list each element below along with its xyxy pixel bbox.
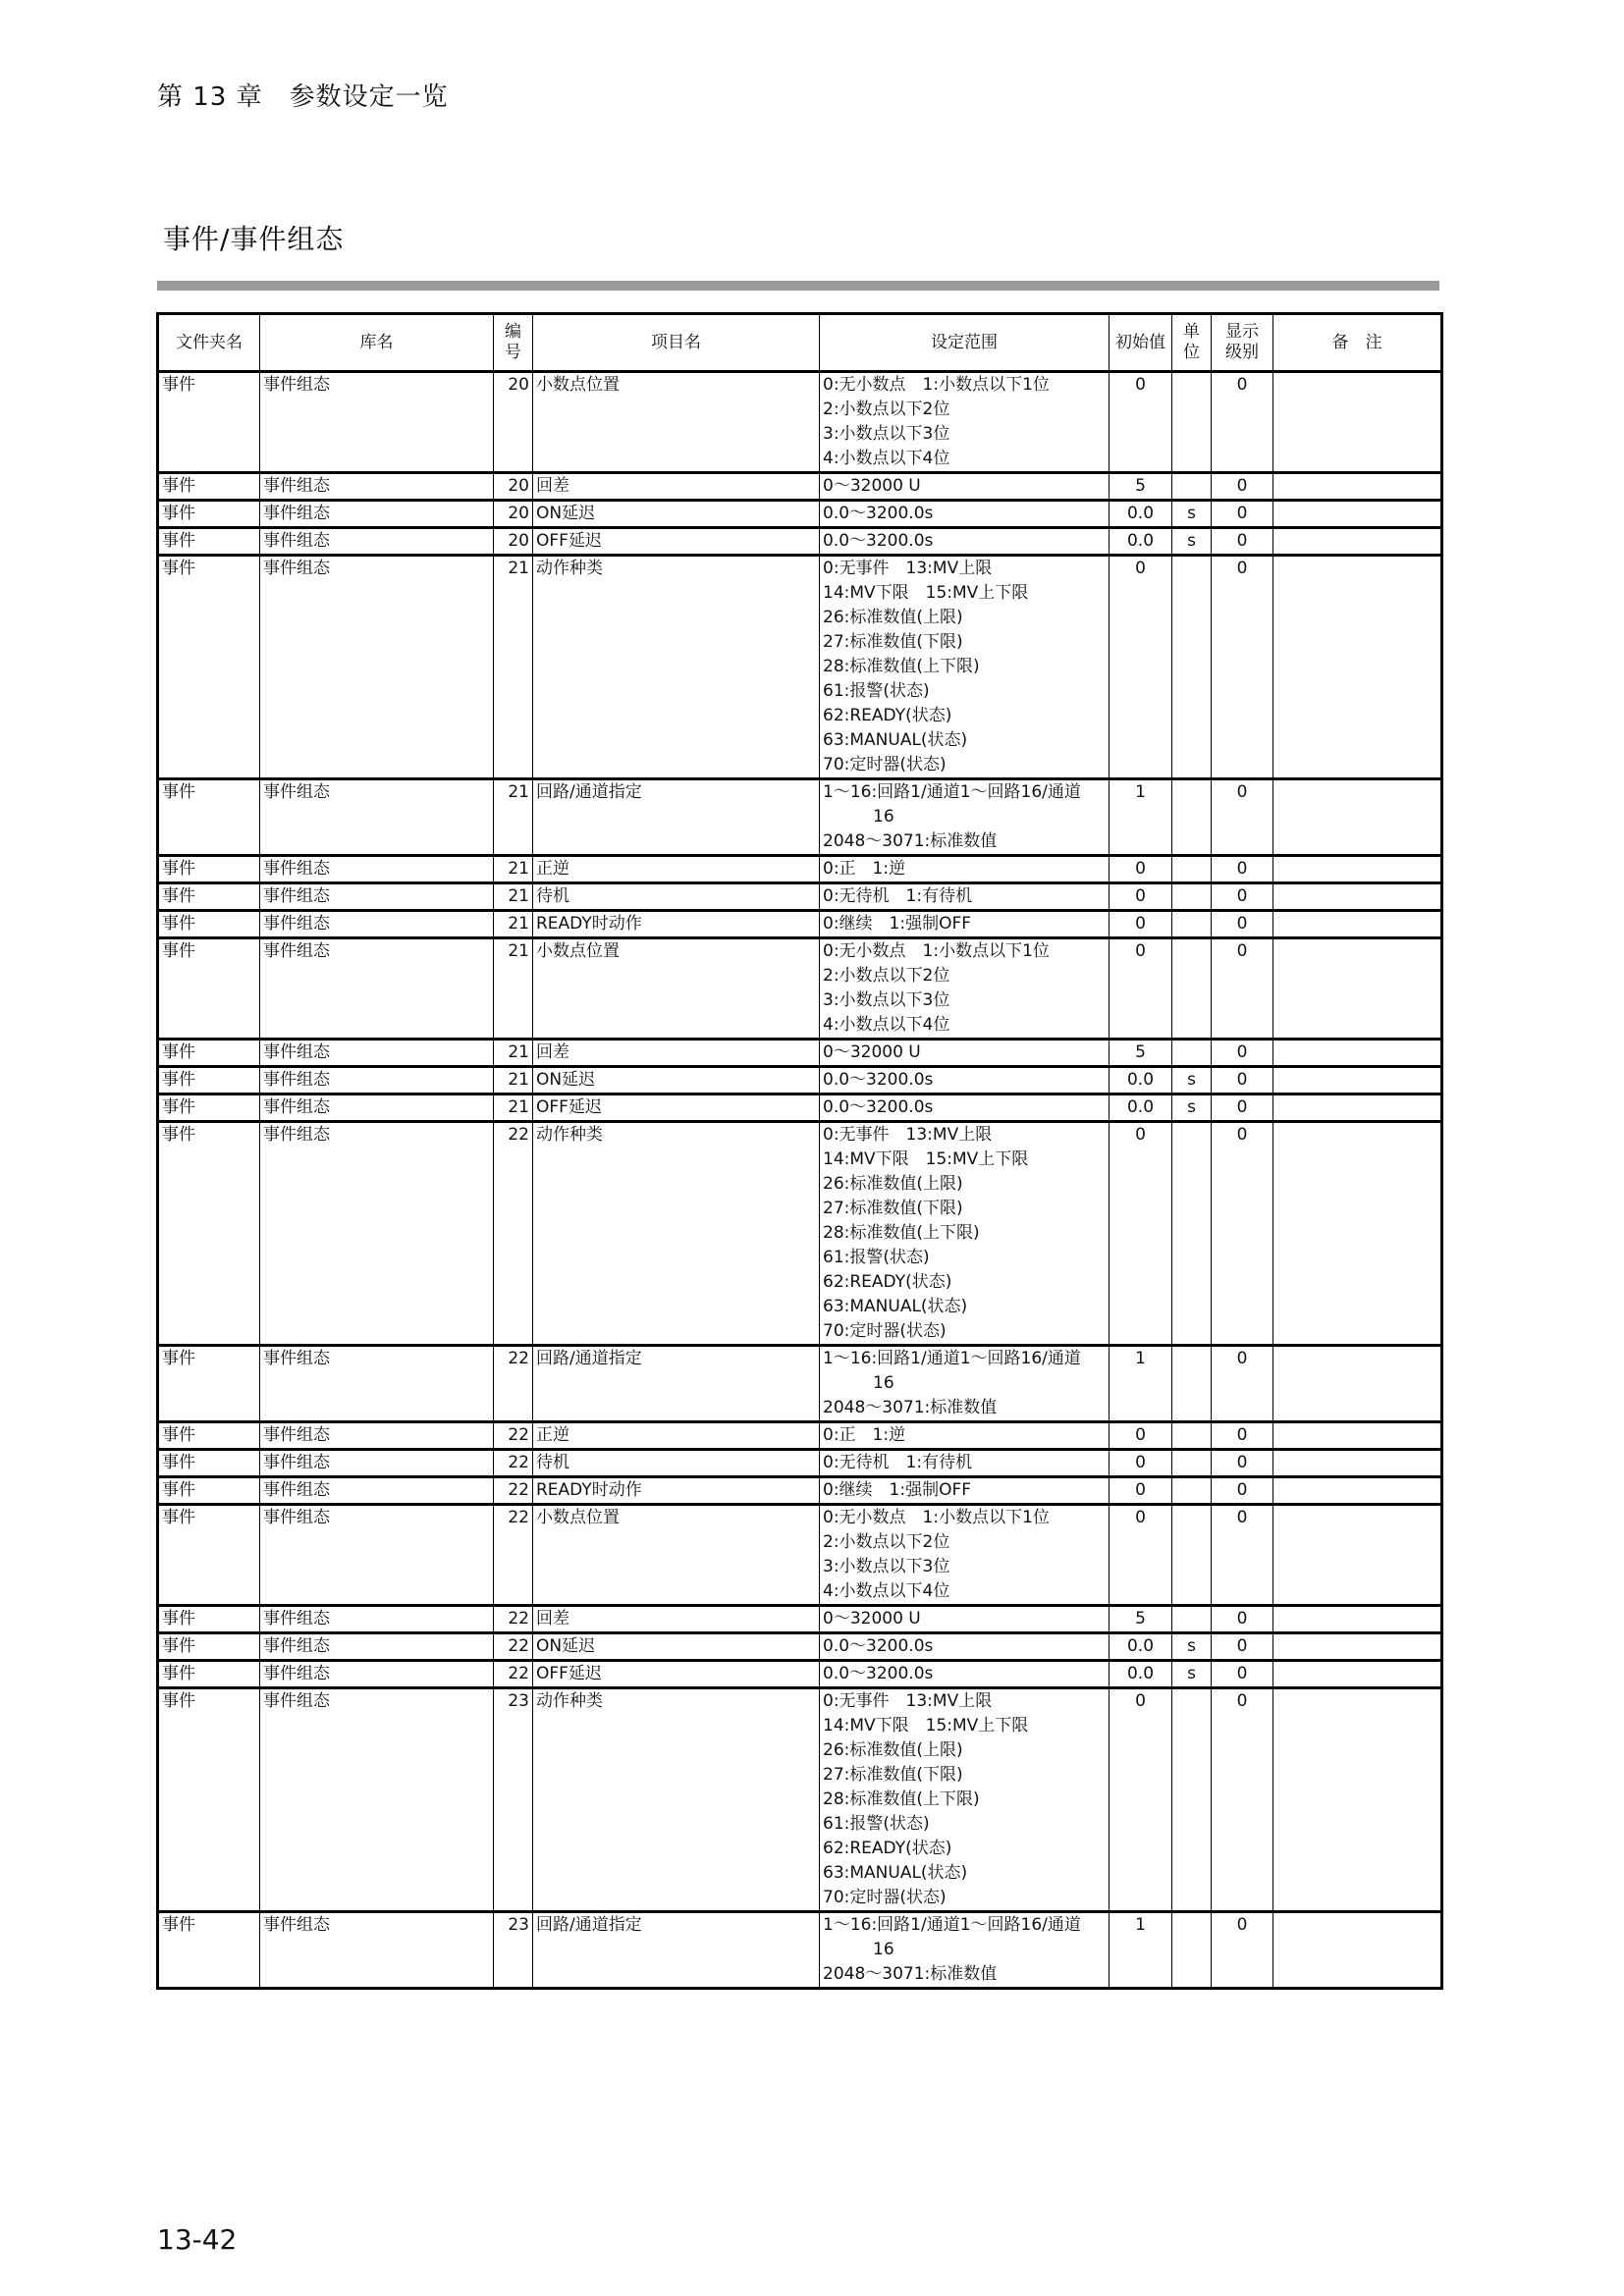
table-row [158,911,1442,938]
item-name-cell: 正逆 [533,1422,820,1450]
number-cell: 21 [494,779,533,856]
library-cell: 事件组态 [260,856,494,883]
number-cell: 22 [494,1505,533,1606]
note-cell [1273,1661,1442,1688]
setting-range-cell: 0.0～3200.0s [820,1661,1110,1688]
library-cell: 事件组态 [260,1122,494,1346]
unit-cell [1172,1346,1212,1422]
initial-value-cell: 0 [1110,938,1172,1040]
table-row [158,779,1442,856]
folder-cell: 事件 [158,856,260,883]
initial-value-cell: 0 [1110,1122,1172,1346]
display-level-cell: 0 [1212,883,1273,911]
unit-cell: s [1172,1661,1212,1688]
unit-cell [1172,473,1212,501]
table-row [158,556,1442,779]
library-cell: 事件组态 [260,473,494,501]
item-name-cell: 正逆 [533,856,820,883]
number-cell: 21 [494,1040,533,1067]
col-header-library: 库名 [260,314,494,372]
display-level-cell: 0 [1212,473,1273,501]
item-name-cell: ON延迟 [533,1067,820,1095]
display-level-cell: 0 [1212,1912,1273,1989]
setting-range-cell: 0:正 1:逆 [820,1422,1110,1450]
initial-value-cell: 5 [1110,473,1172,501]
unit-cell [1172,1912,1212,1989]
note-cell [1273,1450,1442,1477]
folder-cell: 事件 [158,938,260,1040]
initial-value-cell: 0 [1110,1450,1172,1477]
setting-range-cell: 0:正 1:逆 [820,856,1110,883]
table-row [158,1450,1442,1477]
note-cell [1273,1122,1442,1346]
table-row [158,473,1442,501]
display-level-cell: 0 [1212,556,1273,779]
number-cell: 20 [494,473,533,501]
initial-value-cell: 0 [1110,1505,1172,1606]
number-cell: 22 [494,1450,533,1477]
number-cell: 22 [494,1661,533,1688]
col-header-initial: 初始值 [1110,314,1172,372]
page-number: 13-42 [157,2223,238,2256]
item-name-cell: READY时动作 [533,911,820,938]
item-name-cell: 回差 [533,473,820,501]
item-name-cell: 回路/通道指定 [533,1912,820,1989]
unit-cell [1172,1450,1212,1477]
note-cell [1273,856,1442,883]
library-cell: 事件组态 [260,528,494,556]
display-level-cell: 0 [1212,1095,1273,1122]
folder-cell: 事件 [158,1661,260,1688]
display-level-cell: 0 [1212,1346,1273,1422]
setting-range-cell: 0～32000 U [820,473,1110,501]
table-row [158,1067,1442,1095]
folder-cell: 事件 [158,1040,260,1067]
note-cell [1273,1912,1442,1989]
folder-cell: 事件 [158,779,260,856]
library-cell: 事件组态 [260,1477,494,1505]
number-cell: 21 [494,938,533,1040]
col-header-note: 备 注 [1273,314,1442,372]
library-cell: 事件组态 [260,1688,494,1912]
note-cell [1273,911,1442,938]
setting-range-cell: 1～16:回路1/通道1～回路16/通道 16 2048～3071:标准数值 [820,1346,1110,1422]
note-cell [1273,1606,1442,1633]
note-cell [1273,1422,1442,1450]
col-header-folder: 文件夹名 [158,314,260,372]
initial-value-cell: 5 [1110,1606,1172,1633]
display-level-cell: 0 [1212,911,1273,938]
item-name-cell: OFF延迟 [533,528,820,556]
library-cell: 事件组态 [260,1095,494,1122]
item-name-cell: 回路/通道指定 [533,1346,820,1422]
item-name-cell: OFF延迟 [533,1095,820,1122]
table-row [158,1688,1442,1912]
folder-cell: 事件 [158,372,260,473]
display-level-cell: 0 [1212,1450,1273,1477]
note-cell [1273,1633,1442,1661]
item-name-cell: 小数点位置 [533,938,820,1040]
display-level-cell: 0 [1212,1505,1273,1606]
folder-cell: 事件 [158,1450,260,1477]
unit-cell: s [1172,528,1212,556]
folder-cell: 事件 [158,883,260,911]
setting-range-cell: 0:无小数点 1:小数点以下1位 2:小数点以下2位 3:小数点以下3位 4:小数点以下4位 [820,1505,1110,1606]
setting-range-cell: 1～16:回路1/通道1～回路16/通道 16 2048～3071:标准数值 [820,779,1110,856]
setting-range-cell: 0:继续 1:强制OFF [820,1477,1110,1505]
table-row [158,938,1442,1040]
initial-value-cell: 0.0 [1110,1067,1172,1095]
table-row [158,1505,1442,1606]
unit-cell [1172,1505,1212,1606]
item-name-cell: 小数点位置 [533,1505,820,1606]
number-cell: 22 [494,1122,533,1346]
setting-range-cell: 0:无事件 13:MV上限 14:MV下限 15:MV上下限 26:标准数值(上限) 27:标准数值(下限) 28:标准数值(上下限) 61:报警(状态) 62:READY(状态) 63:MANUAL(状态) 70:定时器(状态) [820,556,1110,779]
col-header-item: 项目名 [533,314,820,372]
note-cell [1273,1688,1442,1912]
item-name-cell: ON延迟 [533,501,820,528]
initial-value-cell: 0 [1110,911,1172,938]
unit-cell [1172,911,1212,938]
number-cell: 21 [494,856,533,883]
library-cell: 事件组态 [260,372,494,473]
display-level-cell: 0 [1212,1633,1273,1661]
folder-cell: 事件 [158,1606,260,1633]
folder-cell: 事件 [158,556,260,779]
item-name-cell: 回路/通道指定 [533,779,820,856]
unit-cell [1172,938,1212,1040]
item-name-cell: OFF延迟 [533,1661,820,1688]
number-cell: 20 [494,501,533,528]
display-level-cell: 0 [1212,779,1273,856]
display-level-cell: 0 [1212,1422,1273,1450]
library-cell: 事件组态 [260,556,494,779]
folder-cell: 事件 [158,1505,260,1606]
note-cell [1273,528,1442,556]
chapter-heading: 第 13 章 参数设定一览 [157,82,449,112]
number-cell: 23 [494,1688,533,1912]
folder-cell: 事件 [158,501,260,528]
item-name-cell: 动作种类 [533,1122,820,1346]
initial-value-cell: 0 [1110,372,1172,473]
table-row [158,1477,1442,1505]
setting-range-cell: 0～32000 U [820,1040,1110,1067]
table-header-row [158,314,1442,372]
table-row [158,1422,1442,1450]
note-cell [1273,473,1442,501]
note-cell [1273,1040,1442,1067]
number-cell: 21 [494,556,533,779]
setting-range-cell: 0:无小数点 1:小数点以下1位 2:小数点以下2位 3:小数点以下3位 4:小数点以下4位 [820,372,1110,473]
note-cell [1273,1505,1442,1606]
table-row [158,501,1442,528]
display-level-cell: 0 [1212,1477,1273,1505]
setting-range-cell: 0.0～3200.0s [820,1095,1110,1122]
unit-cell [1172,1477,1212,1505]
unit-cell [1172,779,1212,856]
number-cell: 22 [494,1606,533,1633]
note-cell [1273,779,1442,856]
table-row [158,528,1442,556]
number-cell: 23 [494,1912,533,1989]
folder-cell: 事件 [158,1912,260,1989]
initial-value-cell: 0 [1110,883,1172,911]
initial-value-cell: 1 [1110,1346,1172,1422]
unit-cell [1172,556,1212,779]
folder-cell: 事件 [158,1095,260,1122]
item-name-cell: 小数点位置 [533,372,820,473]
folder-cell: 事件 [158,1633,260,1661]
unit-cell [1172,372,1212,473]
number-cell: 21 [494,911,533,938]
setting-range-cell: 0:继续 1:强制OFF [820,911,1110,938]
item-name-cell: 动作种类 [533,1688,820,1912]
initial-value-cell: 0 [1110,856,1172,883]
setting-range-cell: 0:无待机 1:有待机 [820,883,1110,911]
initial-value-cell: 0 [1110,556,1172,779]
display-level-cell: 0 [1212,856,1273,883]
folder-cell: 事件 [158,911,260,938]
unit-cell: s [1172,501,1212,528]
number-cell: 21 [494,1067,533,1095]
initial-value-cell: 0 [1110,1688,1172,1912]
setting-range-cell: 0.0～3200.0s [820,528,1110,556]
library-cell: 事件组态 [260,1422,494,1450]
initial-value-cell: 1 [1110,779,1172,856]
item-name-cell: 待机 [533,883,820,911]
initial-value-cell: 0.0 [1110,1633,1172,1661]
display-level-cell: 0 [1212,1040,1273,1067]
setting-range-cell: 1～16:回路1/通道1～回路16/通道 16 2048～3071:标准数值 [820,1912,1110,1989]
initial-value-cell: 0 [1110,1422,1172,1450]
col-header-level: 显示 级别 [1212,314,1273,372]
note-cell [1273,372,1442,473]
unit-cell: s [1172,1067,1212,1095]
setting-range-cell: 0:无事件 13:MV上限 14:MV下限 15:MV上下限 26:标准数值(上限) 27:标准数值(下限) 28:标准数值(上下限) 61:报警(状态) 62:READY(状态) 63:MANUAL(状态) 70:定时器(状态) [820,1122,1110,1346]
number-cell: 20 [494,372,533,473]
note-cell [1273,1067,1442,1095]
number-cell: 22 [494,1422,533,1450]
folder-cell: 事件 [158,1477,260,1505]
unit-cell [1172,1122,1212,1346]
setting-range-cell: 0:无事件 13:MV上限 14:MV下限 15:MV上下限 26:标准数值(上限) 27:标准数值(下限) 28:标准数值(上下限) 61:报警(状态) 62:READY(状态) 63:MANUAL(状态) 70:定时器(状态) [820,1688,1110,1912]
folder-cell: 事件 [158,473,260,501]
unit-cell [1172,1688,1212,1912]
initial-value-cell: 0 [1110,1477,1172,1505]
unit-cell [1172,1422,1212,1450]
setting-range-cell: 0～32000 U [820,1606,1110,1633]
library-cell: 事件组态 [260,1040,494,1067]
folder-cell: 事件 [158,1688,260,1912]
initial-value-cell: 5 [1110,1040,1172,1067]
library-cell: 事件组态 [260,1067,494,1095]
library-cell: 事件组态 [260,911,494,938]
table-row [158,1633,1442,1661]
display-level-cell: 0 [1212,1606,1273,1633]
item-name-cell: 待机 [533,1450,820,1477]
folder-cell: 事件 [158,528,260,556]
display-level-cell: 0 [1212,501,1273,528]
initial-value-cell: 0.0 [1110,501,1172,528]
library-cell: 事件组态 [260,1505,494,1606]
parameter-table [156,312,1443,1990]
unit-cell [1172,1606,1212,1633]
table-row [158,1095,1442,1122]
note-cell [1273,501,1442,528]
library-cell: 事件组态 [260,883,494,911]
initial-value-cell: 1 [1110,1912,1172,1989]
library-cell: 事件组态 [260,1661,494,1688]
display-level-cell: 0 [1212,1661,1273,1688]
col-header-range: 设定范围 [820,314,1110,372]
library-cell: 事件组态 [260,1606,494,1633]
display-level-cell: 0 [1212,528,1273,556]
section-divider [157,281,1439,291]
unit-cell [1172,1040,1212,1067]
library-cell: 事件组态 [260,501,494,528]
library-cell: 事件组态 [260,938,494,1040]
folder-cell: 事件 [158,1346,260,1422]
item-name-cell: 动作种类 [533,556,820,779]
unit-cell: s [1172,1633,1212,1661]
setting-range-cell: 0:无小数点 1:小数点以下1位 2:小数点以下2位 3:小数点以下3位 4:小数点以下4位 [820,938,1110,1040]
note-cell [1273,1346,1442,1422]
table-row [158,883,1442,911]
library-cell: 事件组态 [260,1450,494,1477]
col-header-unit: 单位 [1172,314,1212,372]
note-cell [1273,938,1442,1040]
note-cell [1273,1095,1442,1122]
table-row [158,1122,1442,1346]
table-row [158,1912,1442,1989]
note-cell [1273,556,1442,779]
item-name-cell: 回差 [533,1040,820,1067]
number-cell: 22 [494,1477,533,1505]
display-level-cell: 0 [1212,1122,1273,1346]
initial-value-cell: 0.0 [1110,1095,1172,1122]
display-level-cell: 0 [1212,1688,1273,1912]
note-cell [1273,1477,1442,1505]
col-header-number: 编号 [494,314,533,372]
table-row [158,856,1442,883]
item-name-cell: 回差 [533,1606,820,1633]
library-cell: 事件组态 [260,1912,494,1989]
library-cell: 事件组态 [260,1633,494,1661]
item-name-cell: READY时动作 [533,1477,820,1505]
number-cell: 21 [494,1095,533,1122]
number-cell: 22 [494,1633,533,1661]
folder-cell: 事件 [158,1067,260,1095]
table-row [158,372,1442,473]
display-level-cell: 0 [1212,938,1273,1040]
setting-range-cell: 0.0～3200.0s [820,1067,1110,1095]
folder-cell: 事件 [158,1122,260,1346]
item-name-cell: ON延迟 [533,1633,820,1661]
initial-value-cell: 0.0 [1110,528,1172,556]
unit-cell: s [1172,1095,1212,1122]
display-level-cell: 0 [1212,372,1273,473]
setting-range-cell: 0.0～3200.0s [820,1633,1110,1661]
display-level-cell: 0 [1212,1067,1273,1095]
number-cell: 21 [494,883,533,911]
folder-cell: 事件 [158,1422,260,1450]
table-row [158,1346,1442,1422]
library-cell: 事件组态 [260,1346,494,1422]
number-cell: 20 [494,528,533,556]
section-title: 事件/事件组态 [163,223,345,255]
unit-cell [1172,883,1212,911]
unit-cell [1172,856,1212,883]
setting-range-cell: 0.0～3200.0s [820,501,1110,528]
table-row [158,1661,1442,1688]
number-cell: 22 [494,1346,533,1422]
note-cell [1273,883,1442,911]
library-cell: 事件组态 [260,779,494,856]
setting-range-cell: 0:无待机 1:有待机 [820,1450,1110,1477]
table-row [158,1040,1442,1067]
initial-value-cell: 0.0 [1110,1661,1172,1688]
table-row [158,1606,1442,1633]
